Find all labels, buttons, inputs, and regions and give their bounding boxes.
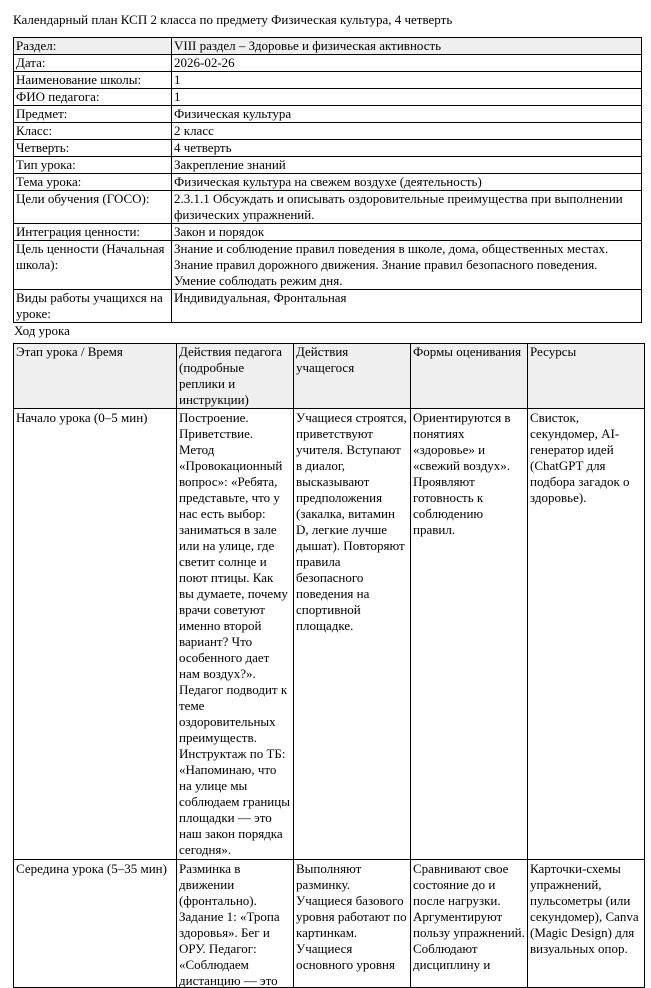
stage-cell [14, 860, 177, 988]
info-row [14, 123, 642, 140]
column-header-resources: Ресурсы [528, 344, 645, 409]
info-value: 2.3.1.1 Обсуждать и описывать оздоровительные преимущества при выполнении физических упражнений. [172, 191, 642, 224]
info-label: Цель ценности (Начальная школа): [14, 241, 172, 290]
column-header-assessment: Формы оценивания [411, 344, 528, 409]
info-value: 2026-02-26 [172, 55, 642, 72]
info-label: Тип урока: [14, 157, 172, 174]
info-label: ФИО педагога: [14, 89, 172, 106]
assessment-cell: Ориентируются в понятиях «здоровье» и «свежий воздух». Проявляют готовность к соблюдению правил. [411, 409, 528, 860]
info-value: Знание и соблюдение правил поведения в школе, дома, общественных местах. Знание правил дорожного движения. Знание правил безопасного поведения. Умение соблюдать режим дня. [172, 241, 642, 290]
info-row [14, 290, 642, 323]
column-header-stage: Этап урока / Время [14, 344, 177, 409]
resources-cell [528, 860, 645, 988]
info-label: Раздел: [14, 38, 172, 55]
column-header-student-actions: Действия учащегося [294, 344, 411, 409]
info-label: Интеграция ценности: [14, 224, 172, 241]
info-row [14, 191, 642, 224]
column-header-teacher-actions: Действия педагога (подробные реплики и инструкции) [177, 344, 294, 409]
lesson-info-table [13, 37, 642, 323]
resources-cell: Свисток, секундомер, AI-генератор идей (ChatGPT для подбора загадок о здоровье). [528, 409, 645, 860]
info-row [14, 106, 642, 123]
info-value: Физическая культура на свежем воздухе (деятельность) [172, 174, 642, 191]
info-label: Цели обучения (ГОСО): [14, 191, 172, 224]
student-actions-cell [294, 860, 411, 988]
lesson-table-header-row [14, 344, 645, 409]
info-row [14, 89, 642, 106]
info-label: Дата: [14, 55, 172, 72]
info-label: Класс: [14, 123, 172, 140]
student-actions-cell: Учащиеся строятся, приветствуют учителя. Вступают в диалог, высказывают предположения (закалка, витамин D, легкие лучше дышат). Повторяют правила безопасного поведения на спортивной площадке. [294, 409, 411, 860]
stage-text: Середина урока (5–35 мин) [16, 861, 167, 876]
info-row [14, 55, 642, 72]
info-value: 2 класс [172, 123, 642, 140]
lesson-progress-heading: Ход урока [14, 323, 70, 338]
info-value: Физическая культура [172, 106, 642, 123]
resources-text: Карточки-схемы упражнений, пульсометры (или секундомер), Canva (Magic Design) для визуальных опор. [530, 861, 639, 956]
info-row [14, 140, 642, 157]
info-label: Виды работы учащихся на уроке: [14, 290, 172, 323]
info-label: Четверть: [14, 140, 172, 157]
lesson-progress-table [13, 343, 645, 988]
teacher-actions-cell: Построение. Приветствие. Метод «Провокационный вопрос»: «Ребята, представьте, что у нас есть выбор: заниматься в зале или на улице, где светит солнце и поют птицы. Как вы думаете, почему врачи советуют именно второй вариант? Что особенного дает нам воздух?». Педагог подводит к теме оздоровительных преимуществ. Инструктаж по ТБ: «Напоминаю, что на улице мы соблюдаем границы площадки — это наш закон порядка сегодня». [177, 409, 294, 860]
assessment-text: Сравнивают свое состояние до и после нагрузки. Аргументируют пользу упражнений. Соблюдают дисциплину и [413, 861, 525, 972]
info-row [14, 174, 642, 191]
info-value: Закон и порядок [172, 224, 642, 241]
info-row [14, 72, 642, 89]
lesson-row-middle [14, 860, 645, 988]
info-label: Тема урока: [14, 174, 172, 191]
info-value: 1 [172, 72, 642, 89]
assessment-cell [411, 860, 528, 988]
info-value: VIII раздел – Здоровье и физическая активность [172, 38, 642, 55]
lesson-info-body [14, 38, 642, 323]
info-value: Закрепление знаний [172, 157, 642, 174]
info-row [14, 38, 642, 55]
stage-cell: Начало урока (0–5 мин) [14, 409, 177, 860]
info-row [14, 224, 642, 241]
info-value: Индивидуальная, Фронтальная [172, 290, 642, 323]
student-actions-text: Выполняют разминку. Учащиеся базового уровня работают по картинкам. Учащиеся основного уровня [296, 861, 407, 972]
info-value: 4 четверть [172, 140, 642, 157]
info-row [14, 241, 642, 290]
teacher-actions-text: Разминка в движении (фронтально). Задание 1: «Тропа здоровья». Бег и ОРУ. Педагог: «Соблюдаем дистанцию — это [179, 861, 280, 987]
lesson-row-start [14, 409, 645, 860]
info-label: Предмет: [14, 106, 172, 123]
document-page [13, 12, 641, 988]
teacher-actions-cell [177, 860, 294, 988]
info-row [14, 157, 642, 174]
info-label: Наименование школы: [14, 72, 172, 89]
info-value: 1 [172, 89, 642, 106]
document-title: Календарный план КСП 2 класса по предмету Физическая культура, 4 четверть [13, 12, 453, 27]
